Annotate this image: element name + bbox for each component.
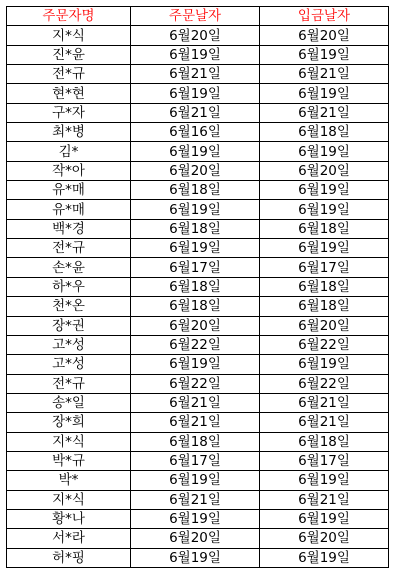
table-row xyxy=(7,374,389,393)
table-row xyxy=(7,258,389,277)
orderer-name-cell: 작*아 xyxy=(7,161,131,180)
header-row xyxy=(7,7,389,26)
order-date-cell: 6월16일 xyxy=(131,123,260,142)
orderer-name-cell: 고*성 xyxy=(7,355,131,374)
order-date-cell: 6월20일 xyxy=(131,316,260,335)
header-order-date: 주문날자 xyxy=(131,7,260,26)
table-row xyxy=(7,529,389,548)
orderer-name-cell: 구*자 xyxy=(7,103,131,122)
order-date-cell: 6월19일 xyxy=(131,548,260,567)
orderer-name-cell: 김* xyxy=(7,142,131,161)
deposit-date-cell: 6월19일 xyxy=(260,355,389,374)
table-row xyxy=(7,123,389,142)
deposit-date-cell: 6월19일 xyxy=(260,142,389,161)
orderer-name-cell: 전*규 xyxy=(7,65,131,84)
orderer-name-cell: 박* xyxy=(7,471,131,490)
orderer-name-cell: 서*라 xyxy=(7,529,131,548)
orderer-name-cell: 지*식 xyxy=(7,490,131,509)
orderer-name-cell: 유*매 xyxy=(7,200,131,219)
table-row xyxy=(7,161,389,180)
order-date-cell: 6월19일 xyxy=(131,84,260,103)
order-date-cell: 6월22일 xyxy=(131,335,260,354)
deposit-date-cell: 6월20일 xyxy=(260,26,389,45)
deposit-date-cell: 6월18일 xyxy=(260,277,389,296)
order-date-cell: 6월19일 xyxy=(131,200,260,219)
order-date-cell: 6월17일 xyxy=(131,451,260,470)
deposit-date-cell: 6월19일 xyxy=(260,548,389,567)
table-row xyxy=(7,355,389,374)
table-row xyxy=(7,219,389,238)
deposit-date-cell: 6월21일 xyxy=(260,393,389,412)
deposit-date-cell: 6월22일 xyxy=(260,335,389,354)
order-date-cell: 6월19일 xyxy=(131,45,260,64)
table-row xyxy=(7,471,389,490)
order-date-cell: 6월19일 xyxy=(131,509,260,528)
deposit-date-cell: 6월19일 xyxy=(260,84,389,103)
table-row xyxy=(7,181,389,200)
deposit-date-cell: 6월21일 xyxy=(260,490,389,509)
order-date-cell: 6월17일 xyxy=(131,258,260,277)
order-date-cell: 6월21일 xyxy=(131,65,260,84)
table-row xyxy=(7,297,389,316)
order-date-cell: 6월19일 xyxy=(131,471,260,490)
header-orderer-name: 주문자명 xyxy=(7,7,131,26)
order-date-cell: 6월18일 xyxy=(131,181,260,200)
deposit-date-cell: 6월21일 xyxy=(260,413,389,432)
orderer-name-cell: 장*희 xyxy=(7,413,131,432)
table-row xyxy=(7,509,389,528)
deposit-date-cell: 6월17일 xyxy=(260,258,389,277)
table-row xyxy=(7,142,389,161)
table-row xyxy=(7,413,389,432)
order-date-cell: 6월21일 xyxy=(131,490,260,509)
order-date-cell: 6월18일 xyxy=(131,432,260,451)
order-date-cell: 6월19일 xyxy=(131,142,260,161)
deposit-date-cell: 6월18일 xyxy=(260,432,389,451)
orderer-name-cell: 현*현 xyxy=(7,84,131,103)
table-body xyxy=(7,26,389,568)
deposit-date-cell: 6월19일 xyxy=(260,45,389,64)
table-row xyxy=(7,200,389,219)
orderer-name-cell: 지*식 xyxy=(7,432,131,451)
orderer-name-cell: 허*핑 xyxy=(7,548,131,567)
orderer-name-cell: 장*권 xyxy=(7,316,131,335)
orderer-name-cell: 최*병 xyxy=(7,123,131,142)
table-row xyxy=(7,45,389,64)
orderer-name-cell: 황*나 xyxy=(7,509,131,528)
order-sheet xyxy=(6,6,394,566)
order-date-cell: 6월18일 xyxy=(131,297,260,316)
deposit-date-cell: 6월19일 xyxy=(260,239,389,258)
orderer-name-cell: 손*윤 xyxy=(7,258,131,277)
table-row xyxy=(7,335,389,354)
order-date-cell: 6월19일 xyxy=(131,355,260,374)
order-date-cell: 6월20일 xyxy=(131,161,260,180)
order-table xyxy=(6,6,389,568)
deposit-date-cell: 6월20일 xyxy=(260,161,389,180)
deposit-date-cell: 6월19일 xyxy=(260,471,389,490)
order-date-cell: 6월21일 xyxy=(131,103,260,122)
table-row xyxy=(7,103,389,122)
table-row xyxy=(7,451,389,470)
orderer-name-cell: 고*성 xyxy=(7,335,131,354)
orderer-name-cell: 송*일 xyxy=(7,393,131,412)
orderer-name-cell: 지*식 xyxy=(7,26,131,45)
order-date-cell: 6월18일 xyxy=(131,277,260,296)
orderer-name-cell: 전*규 xyxy=(7,239,131,258)
order-date-cell: 6월20일 xyxy=(131,529,260,548)
table-row xyxy=(7,277,389,296)
orderer-name-cell: 하*우 xyxy=(7,277,131,296)
deposit-date-cell: 6월19일 xyxy=(260,509,389,528)
orderer-name-cell: 천*온 xyxy=(7,297,131,316)
deposit-date-cell: 6월21일 xyxy=(260,65,389,84)
order-date-cell: 6월21일 xyxy=(131,393,260,412)
order-date-cell: 6월21일 xyxy=(131,413,260,432)
orderer-name-cell: 유*매 xyxy=(7,181,131,200)
deposit-date-cell: 6월21일 xyxy=(260,103,389,122)
orderer-name-cell: 전*규 xyxy=(7,374,131,393)
deposit-date-cell: 6월19일 xyxy=(260,200,389,219)
order-date-cell: 6월20일 xyxy=(131,26,260,45)
deposit-date-cell: 6월18일 xyxy=(260,297,389,316)
orderer-name-cell: 박*규 xyxy=(7,451,131,470)
deposit-date-cell: 6월22일 xyxy=(260,374,389,393)
table-row xyxy=(7,548,389,567)
table-row xyxy=(7,393,389,412)
deposit-date-cell: 6월20일 xyxy=(260,529,389,548)
table-row xyxy=(7,65,389,84)
deposit-date-cell: 6월18일 xyxy=(260,219,389,238)
table-row xyxy=(7,316,389,335)
deposit-date-cell: 6월17일 xyxy=(260,451,389,470)
deposit-date-cell: 6월20일 xyxy=(260,316,389,335)
table-row xyxy=(7,84,389,103)
table-row xyxy=(7,239,389,258)
table-row xyxy=(7,26,389,45)
orderer-name-cell: 백*경 xyxy=(7,219,131,238)
deposit-date-cell: 6월18일 xyxy=(260,123,389,142)
table-row xyxy=(7,490,389,509)
order-date-cell: 6월18일 xyxy=(131,219,260,238)
order-date-cell: 6월19일 xyxy=(131,239,260,258)
deposit-date-cell: 6월19일 xyxy=(260,181,389,200)
order-date-cell: 6월22일 xyxy=(131,374,260,393)
header-deposit-date: 입금날자 xyxy=(260,7,389,26)
table-row xyxy=(7,432,389,451)
orderer-name-cell: 진*윤 xyxy=(7,45,131,64)
